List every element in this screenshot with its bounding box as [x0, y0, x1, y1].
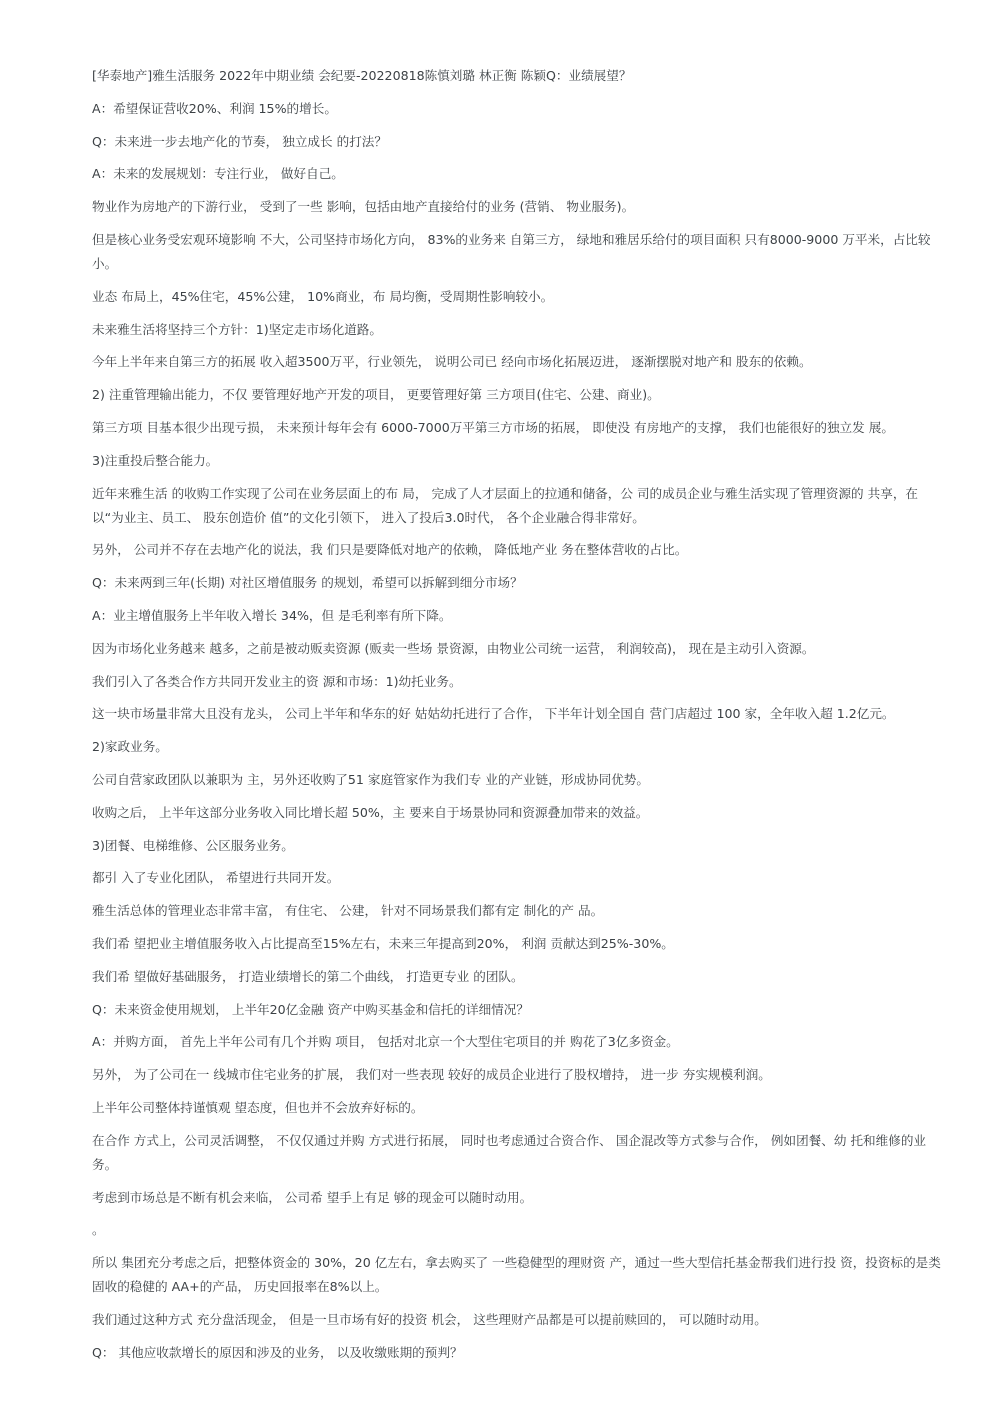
- answer-paragraph: A：未来的发展规划：专注行业， 做好自己。: [92, 166, 344, 182]
- question-paragraph: Q：未来进一步去地产化的节奏， 独立成长 的打法？: [92, 133, 387, 149]
- body-paragraph: 业态 布局上，45%住宅，45%公建， 10%商业，布 局均衡，受周期性影响较小。: [92, 288, 554, 304]
- body-paragraph: 我们通过这种方式 充分盘活现金， 但是一旦市场有好的投资 机会， 这些理财产品都是可以提前赎回的， 可以随时动用。: [92, 1311, 767, 1327]
- body-paragraph: 考虑到市场总是不断有机会来临， 公司希 望手上有足 够的现金可以随时动用。: [92, 1189, 533, 1205]
- body-paragraph: 。: [92, 1222, 105, 1238]
- body-paragraph: 都引 入了专业化团队， 希望进行共同开发。: [92, 870, 340, 886]
- body-paragraph: 2) 注重管理输出能力，不仅 要管理好地产开发的项目， 更要管理好第 三方项目(住宅、公建、商业)。: [92, 387, 660, 403]
- body-paragraph: 我们希 望把业主增值服务收入占比提高至15%左右，未来三年提高到20%， 利润 贡献达到25%-30%。: [92, 935, 674, 951]
- body-paragraph: 在合作 方式上，公司灵活调整， 不仅仅通过并购 方式进行拓展， 同时也考虑通过合资合作、 国企混改等方式参与合作， 例如团餐、幼 托和维修的业务。: [92, 1132, 927, 1172]
- body-paragraph: 我们引入了各类合作方共同开发业主的资 源和市场：1)幼托业务。: [92, 673, 462, 689]
- body-paragraph: 今年上半年来自第三方的拓展 收入超3500万平，行业领先， 说明公司已 经向市场化拓展迈进， 逐渐摆脱对地产和 股东的依赖。: [92, 354, 812, 370]
- answer-paragraph: A：业主增值服务上半年收入增长 34%，但 是毛利率有所下降。: [92, 607, 452, 623]
- document-body: [92, 64, 944, 1373]
- body-paragraph: 但是核心业务受宏观环境影响 不大，公司坚持市场化方向， 83%的业务来 自第三方， 绿地和雅居乐给付的项目面积 只有8000-9000 万平米，占比较小。: [92, 231, 931, 271]
- question-paragraph: Q：未来两到三年(长期) 对社区增值服务 的规划，希望可以拆解到细分市场？: [92, 575, 523, 591]
- answer-paragraph: A：并购方面， 首先上半年公司有几个并购 项目， 包括对北京一个大型住宅项目的并 购花了3亿多资金。: [92, 1034, 679, 1050]
- body-paragraph: 另外， 公司并不存在去地产化的说法，我 们只是要降低对地产的依赖， 降低地产业 务在整体营收的占比。: [92, 542, 688, 558]
- body-paragraph: 所以 集团充分考虑之后，把整体资金的 30%，20 亿左右，拿去购买了 一些稳健型的理财资 产，通过一些大型信托基金帮我们进行投 资，投资标的是类固收的稳健的 AA+的产品， 历史回报率在8%以上。: [92, 1255, 941, 1295]
- body-paragraph: 这一块市场量非常大且没有龙头， 公司上半年和华东的好 姑姑幼托进行了合作， 下半年计划全国自 营门店超过 100 家，全年收入超 1.2亿元。: [92, 706, 895, 722]
- body-paragraph: 物业作为房地产的下游行业， 受到了一些 影响，包括由地产直接给付的业务 (营销、 物业服务)。: [92, 199, 635, 215]
- body-paragraph: 3)团餐、电梯维修、公区服务业务。: [92, 837, 294, 853]
- body-paragraph: 因为市场化业务越来 越多，之前是被动贩卖资源 (贩卖一些场 景资源，由物业公司统一运营， 利润较高)， 现在是主动引入资源。: [92, 640, 815, 656]
- question-paragraph: Q： 其他应收款增长的原因和涉及的业务， 以及收缴账期的预判？: [92, 1344, 463, 1360]
- body-paragraph: 上半年公司整体持谨慎观 望态度，但也并不会放弃好标的。: [92, 1099, 424, 1115]
- body-paragraph: 近年来雅生活 的收购工作实现了公司在业务层面上的布 局， 完成了人才层面上的拉通和储备，公 司的成员企业与雅生活实现了管理资源的 共享，在以“为业主、员工、 股东创造价 值”的文化引领下， 进入了投后3.0时代， 各个企业融合得非常好。: [92, 485, 919, 525]
- answer-paragraph: A：希望保证营收20%、利润 15%的增长。: [92, 100, 337, 116]
- body-paragraph: 第三方项 目基本很少出现亏损， 未来预计每年会有 6000-7000万平第三方市场的拓展， 即使没 有房地产的支撑， 我们也能很好的独立发 展。: [92, 419, 894, 435]
- body-paragraph: 公司自营家政团队以兼职为 主，另外还收购了51 家庭管家作为我们专 业的产业链，形成协同优势。: [92, 771, 649, 787]
- title-paragraph: [华泰地产]雅生活服务 2022年中期业绩 会纪要-20220818陈慎刘璐 林正衡 陈颖Q：业绩展望？: [92, 68, 632, 83]
- body-paragraph: 未来雅生活将坚持三个方针：1)坚定走市场化道路。: [92, 321, 382, 337]
- body-paragraph: 另外， 为了公司在一 线城市住宅业务的扩展， 我们对一些表现 较好的成员企业进行了股权增持， 进一步 夯实规模利润。: [92, 1067, 771, 1083]
- body-paragraph: 雅生活总体的管理业态非常丰富， 有住宅、 公建， 针对不同场景我们都有定 制化的产 品。: [92, 903, 604, 919]
- body-paragraph: 2)家政业务。: [92, 739, 168, 755]
- question-paragraph: Q：未来资金使用规划， 上半年20亿金融 资产中购买基金和信托的详细情况？: [92, 1001, 529, 1017]
- body-paragraph: 3)注重投后整合能力。: [92, 452, 219, 468]
- body-paragraph: 我们希 望做好基础服务， 打造业绩增长的第二个曲线， 打造更专业 的团队。: [92, 968, 524, 984]
- body-paragraph: 收购之后， 上半年这部分业务收入同比增长超 50%，主 要来自于场景协同和资源叠加带来的效益。: [92, 804, 649, 820]
